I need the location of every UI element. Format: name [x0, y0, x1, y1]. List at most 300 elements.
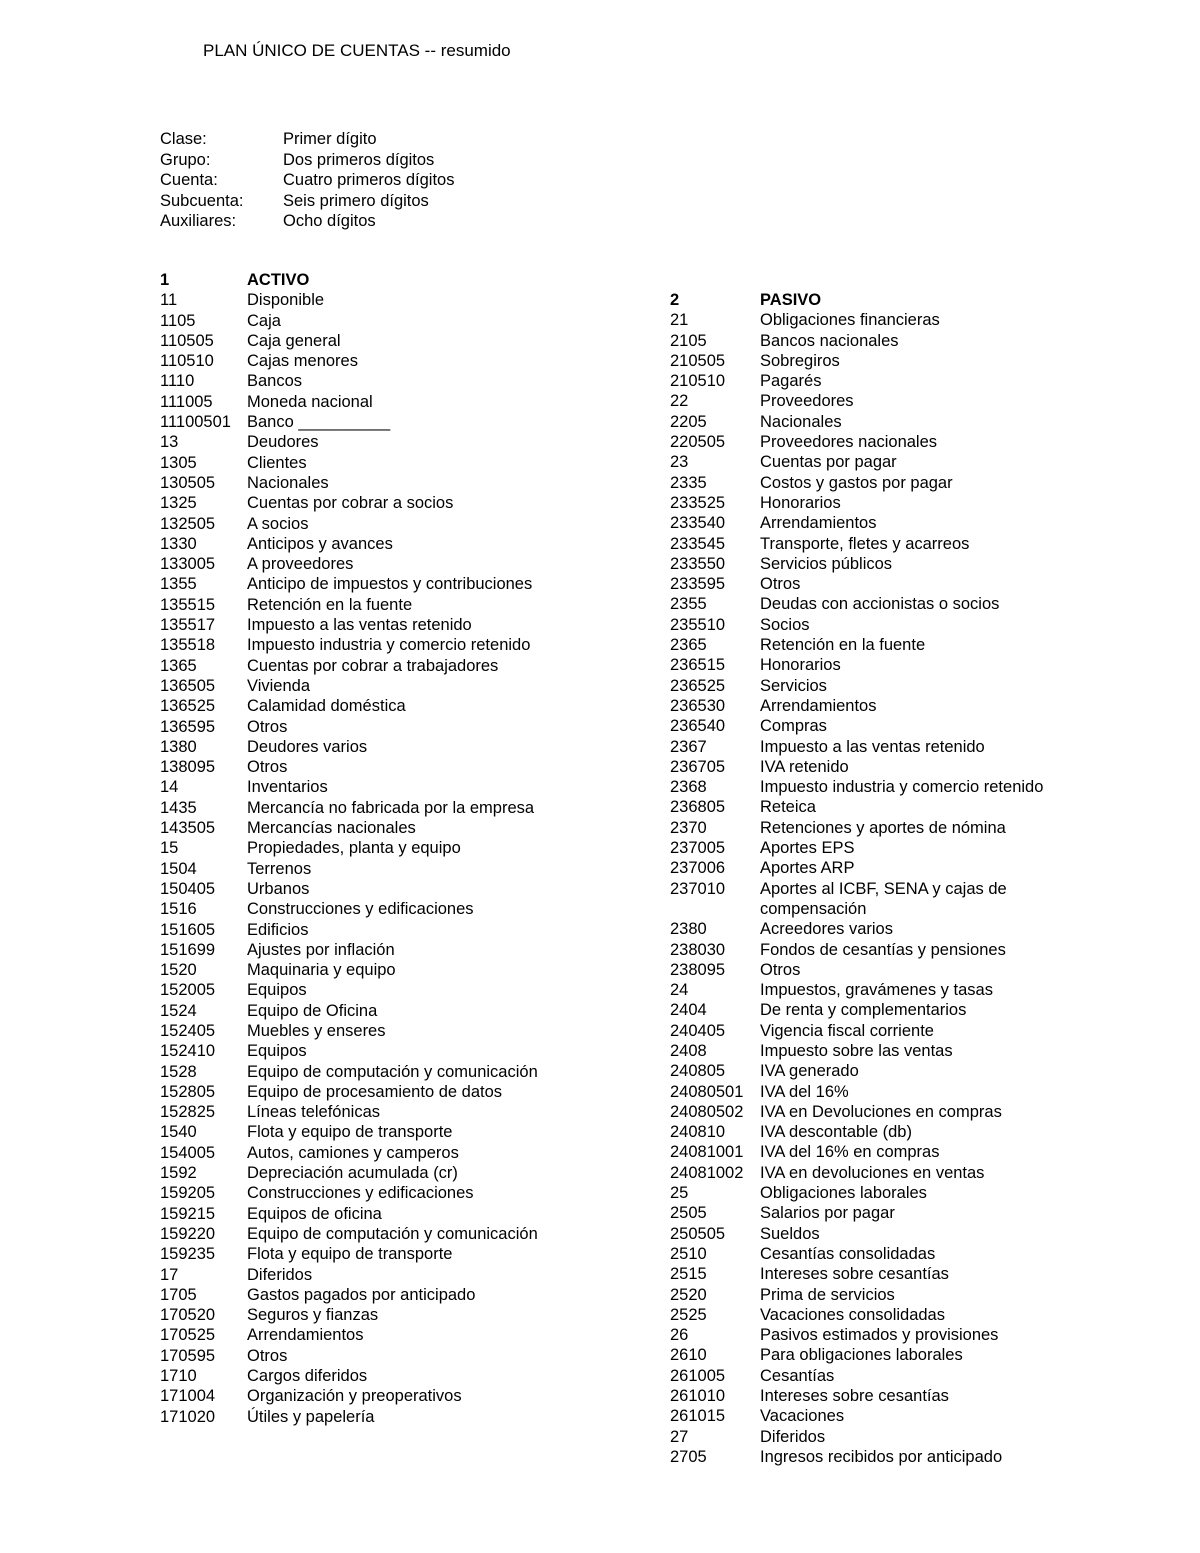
account-name: Socios	[760, 615, 810, 634]
account-code: 233545	[670, 534, 726, 553]
account-row	[160, 1305, 630, 1325]
digit-legend	[160, 129, 455, 232]
account-row	[670, 391, 1090, 411]
account-name: Otros	[760, 575, 801, 594]
account-row	[670, 1021, 1090, 1041]
account-row	[670, 879, 1090, 920]
account-name: Impuesto sobre las ventas	[760, 1041, 953, 1060]
account-row	[670, 838, 1090, 858]
account-name: Salarios por pagar	[760, 1204, 895, 1223]
account-name: Equipo de computación y comunicación	[247, 1062, 538, 1081]
account-name: Intereses sobre cesantías	[760, 1265, 949, 1284]
account-row	[160, 899, 630, 919]
account-code: 1592	[160, 1164, 197, 1183]
account-name: Obligaciones financieras	[760, 311, 940, 330]
account-name: Cesantías	[760, 1366, 835, 1385]
account-name: IVA del 16%	[760, 1082, 849, 1101]
legend-key: Clase:	[160, 130, 207, 148]
account-row	[670, 940, 1090, 960]
account-row	[670, 757, 1090, 777]
account-name: PASIVO	[760, 291, 822, 309]
account-row	[160, 717, 630, 737]
account-row	[670, 858, 1090, 878]
account-code: 2205	[670, 412, 707, 431]
account-row	[160, 311, 630, 331]
account-row	[670, 1183, 1090, 1203]
account-row	[670, 1264, 1090, 1284]
account-code: 240810	[670, 1123, 726, 1142]
account-name: Vivienda	[247, 676, 310, 695]
account-name: Intereses sobre cesantías	[760, 1387, 949, 1406]
account-code: 1528	[160, 1062, 197, 1081]
account-row	[160, 696, 630, 716]
account-name: Vigencia fiscal corriente	[760, 1021, 934, 1040]
account-code: 2368	[670, 778, 707, 797]
account-name: Proveedores nacionales	[760, 433, 938, 452]
account-name: Bancos	[247, 372, 303, 391]
account-code: 150405	[160, 879, 216, 898]
account-code: 261005	[670, 1366, 726, 1385]
account-name: Prima de servicios	[760, 1285, 895, 1304]
account-name: Retención en la fuente	[760, 636, 926, 655]
account-name: Vacaciones consolidadas	[760, 1305, 945, 1324]
account-row	[160, 777, 630, 797]
account-row	[670, 960, 1090, 980]
account-row	[670, 777, 1090, 797]
account-name: Equipos	[247, 1042, 307, 1061]
account-code: 2610	[670, 1346, 707, 1365]
account-code: 1	[160, 271, 170, 289]
legend-value: Cuatro primeros dígitos	[283, 171, 455, 189]
account-name: A proveedores	[247, 555, 354, 574]
legend-row	[160, 129, 455, 150]
account-row	[670, 1061, 1090, 1081]
account-code: 237010	[670, 879, 726, 898]
legend-value: Ocho dígitos	[283, 212, 376, 230]
account-code: 236515	[670, 656, 726, 675]
account-name: Arrendamientos	[760, 696, 877, 715]
account-name: Equipo de procesamiento de datos	[247, 1082, 503, 1101]
account-name: Calamidad doméstica	[247, 697, 406, 716]
account-name: Aportes EPS	[760, 839, 855, 858]
account-name: Deudores	[247, 433, 319, 452]
account-row	[670, 1041, 1090, 1061]
account-code: 132505	[160, 514, 216, 533]
account-code: 233540	[670, 514, 726, 533]
account-row	[160, 514, 630, 534]
account-code: 1516	[160, 900, 197, 919]
account-name: Para obligaciones laborales	[760, 1346, 963, 1365]
account-code: 2355	[670, 595, 707, 614]
activo-class-header	[160, 270, 630, 290]
account-row	[160, 1082, 630, 1102]
account-row	[160, 1325, 630, 1345]
account-code: 130505	[160, 473, 216, 492]
account-name: IVA en devoluciones en ventas	[760, 1163, 985, 1182]
account-code: 261015	[670, 1407, 726, 1426]
account-row	[670, 554, 1090, 574]
account-name: Acreedores varios	[760, 920, 893, 939]
account-code: 135515	[160, 595, 216, 614]
account-code: 1520	[160, 961, 197, 980]
account-row	[670, 1102, 1090, 1122]
account-row	[670, 432, 1090, 452]
account-name: Impuestos, gravámenes y tasas	[760, 981, 993, 1000]
account-code: 250505	[670, 1224, 726, 1243]
account-row	[160, 757, 630, 777]
account-row	[670, 1345, 1090, 1365]
account-code: 24080502	[670, 1102, 744, 1121]
account-name: Banco __________	[247, 413, 391, 432]
account-name: Proveedores	[760, 392, 854, 411]
account-code: 1325	[160, 494, 197, 513]
account-code: 25	[670, 1184, 689, 1203]
account-code: 236525	[670, 676, 726, 695]
account-name: Otros	[247, 717, 288, 736]
account-row	[670, 534, 1090, 554]
account-name: Costos y gastos por pagar	[760, 473, 953, 492]
account-name: Sobregiros	[760, 351, 840, 370]
account-code: 170525	[160, 1326, 216, 1345]
account-name: Útiles y papelería	[247, 1407, 375, 1426]
account-name: Disponible	[247, 291, 325, 310]
account-code: 15	[160, 839, 179, 858]
account-row	[670, 1406, 1090, 1426]
account-name: Bancos nacionales	[760, 331, 899, 350]
account-name: Vacaciones	[760, 1407, 845, 1426]
legend-value: Primer dígito	[283, 130, 377, 148]
legend-key: Grupo:	[160, 150, 211, 169]
account-name: Cuentas por cobrar a trabajadores	[247, 656, 499, 675]
account-code: 2367	[670, 737, 707, 756]
account-row	[670, 1305, 1090, 1325]
account-name: Anticipo de impuestos y contribuciones	[247, 575, 533, 594]
account-name: Nacionales	[247, 473, 329, 492]
legend-value: Seis primero dígitos	[283, 191, 429, 210]
account-code: 171004	[160, 1387, 216, 1406]
account-name: Mercancía no fabricada por la empresa	[247, 798, 535, 817]
account-name: De renta y complementarios	[760, 1001, 967, 1020]
account-row	[670, 1163, 1090, 1183]
account-row	[160, 412, 630, 432]
account-row	[160, 1244, 630, 1264]
account-code: 21	[670, 311, 689, 330]
account-code: 11	[160, 291, 178, 310]
account-row	[160, 1366, 630, 1386]
account-row	[160, 493, 630, 513]
account-name: Edificios	[247, 920, 309, 939]
account-row	[160, 473, 630, 493]
account-name: Impuesto industria y comercio retenido	[760, 778, 1044, 797]
account-row	[670, 594, 1090, 614]
pasivo-column	[670, 290, 1090, 1467]
account-row	[670, 1122, 1090, 1142]
account-name: Construcciones y edificaciones	[247, 900, 474, 919]
account-name: Maquinaria y equipo	[247, 961, 396, 980]
account-row	[670, 1000, 1090, 1020]
account-code: 236540	[670, 717, 726, 736]
account-name: Otros	[247, 1346, 288, 1365]
account-row	[160, 1346, 630, 1366]
account-code: 143505	[160, 819, 216, 838]
account-name: Cesantías consolidadas	[760, 1244, 936, 1263]
account-code: 11100501	[160, 413, 231, 432]
account-code: 1524	[160, 1001, 197, 1020]
account-name: Inventarios	[247, 778, 328, 797]
account-code: 237005	[670, 839, 726, 858]
account-name: Flota y equipo de transporte	[247, 1245, 453, 1264]
account-code: 159220	[160, 1224, 216, 1243]
account-row	[160, 1163, 630, 1183]
account-row	[160, 737, 630, 757]
account-name: Aportes ARP	[760, 859, 855, 878]
account-code: 233595	[670, 575, 726, 594]
account-code: 152405	[160, 1021, 216, 1040]
account-row	[670, 635, 1090, 655]
account-code: 210505	[670, 351, 726, 370]
account-name: Depreciación acumulada (cr)	[247, 1164, 458, 1183]
account-row	[160, 574, 630, 594]
account-code: 2105	[670, 331, 707, 350]
account-code: 220505	[670, 433, 726, 452]
account-name: Clientes	[247, 453, 307, 472]
account-row	[160, 554, 630, 574]
account-name: Impuesto a las ventas retenido	[760, 737, 985, 756]
account-name: Arrendamientos	[247, 1326, 364, 1345]
account-name: Pasivos estimados y provisiones	[760, 1326, 999, 1345]
account-row	[160, 432, 630, 452]
account-code: 152005	[160, 981, 216, 1000]
account-code: 170595	[160, 1346, 216, 1365]
account-code: 1330	[160, 534, 197, 553]
account-row	[160, 960, 630, 980]
account-name: Retención en la fuente	[247, 595, 413, 614]
account-name: Flota y equipo de transporte	[247, 1123, 453, 1142]
account-row	[160, 1407, 630, 1427]
account-row	[160, 1122, 630, 1142]
account-code: 133005	[160, 555, 216, 574]
account-name: Impuesto industria y comercio retenido	[247, 636, 531, 655]
account-code: 2525	[670, 1305, 707, 1324]
account-row	[670, 1203, 1090, 1223]
account-row	[160, 920, 630, 940]
legend-value: Dos primeros dígitos	[283, 150, 435, 169]
account-code: 110505	[160, 331, 214, 350]
account-code: 210510	[670, 372, 726, 391]
account-name: Líneas telefónicas	[247, 1103, 381, 1122]
account-name: Cuentas por pagar	[760, 453, 897, 472]
account-name: Servicios	[760, 676, 827, 695]
account-name: Construcciones y edificaciones	[247, 1184, 474, 1203]
account-name: Equipos	[247, 981, 307, 1000]
legend-key: Subcuenta:	[160, 191, 244, 210]
account-code: 17	[160, 1265, 179, 1284]
account-row	[160, 1143, 630, 1163]
account-name: Caja	[247, 311, 281, 330]
account-code: 1710	[160, 1367, 197, 1386]
account-code: 2	[670, 291, 680, 309]
account-code: 1504	[160, 859, 197, 878]
account-code: 151605	[160, 920, 216, 939]
account-row	[160, 1204, 630, 1224]
account-code: 136525	[160, 697, 216, 716]
account-code: 138095	[160, 758, 216, 777]
account-row	[670, 797, 1090, 817]
account-row	[670, 716, 1090, 736]
account-code: 2380	[670, 920, 707, 939]
account-code: 154005	[160, 1143, 216, 1162]
account-code: 22	[670, 392, 689, 411]
account-code: 238095	[670, 960, 726, 979]
account-code: 1540	[160, 1123, 197, 1142]
account-row	[160, 615, 630, 635]
account-code: 1365	[160, 656, 197, 675]
account-name: Cargos diferidos	[247, 1367, 368, 1386]
account-name: Diferidos	[247, 1265, 313, 1284]
account-name: Deudas con accionistas o socios	[760, 595, 1000, 614]
account-code: 170520	[160, 1306, 216, 1325]
account-code: 2404	[670, 1001, 707, 1020]
account-code: 152805	[160, 1082, 216, 1101]
account-row	[670, 1325, 1090, 1345]
account-name: Impuesto a las ventas retenido	[247, 616, 472, 635]
account-row	[670, 919, 1090, 939]
account-code: 240805	[670, 1062, 726, 1081]
account-name: Deudores varios	[247, 737, 368, 756]
account-name: Honorarios	[760, 656, 841, 675]
account-name: IVA del 16% en compras	[760, 1143, 940, 1162]
account-name: Autos, camiones y camperos	[247, 1143, 459, 1162]
account-name: Nacionales	[760, 412, 842, 431]
account-code: 136595	[160, 717, 216, 736]
account-code: 240405	[670, 1021, 726, 1040]
account-code: 236805	[670, 798, 726, 817]
account-row	[160, 1386, 630, 1406]
account-row	[160, 940, 630, 960]
account-row	[670, 1386, 1090, 1406]
account-code: 27	[670, 1427, 689, 1446]
account-code: 2705	[670, 1447, 707, 1466]
legend-row	[160, 150, 455, 171]
account-code: 159205	[160, 1184, 216, 1203]
account-row	[670, 493, 1090, 513]
account-name: IVA en Devoluciones en compras	[760, 1102, 1002, 1121]
account-name: Equipo de computación y comunicación	[247, 1224, 538, 1243]
legend-row	[160, 191, 455, 212]
account-name: Muebles y enseres	[247, 1021, 386, 1040]
account-code: 24081001	[670, 1143, 744, 1162]
account-code: 238030	[670, 940, 726, 959]
account-row	[160, 290, 630, 310]
account-name: Compras	[760, 717, 827, 736]
account-code: 236705	[670, 757, 726, 776]
document-title: PLAN ÚNICO DE CUENTAS -- resumido	[203, 41, 511, 60]
account-code: 2365	[670, 636, 707, 655]
account-name: Fondos de cesantías y pensiones	[760, 940, 1006, 959]
account-name: Mercancías nacionales	[247, 819, 416, 838]
account-row	[670, 1142, 1090, 1162]
account-code: 1380	[160, 737, 197, 756]
account-code: 24080501	[670, 1082, 744, 1101]
account-row	[670, 980, 1090, 1000]
account-code: 111005	[160, 392, 213, 411]
account-code: 135517	[160, 616, 216, 635]
account-code: 1305	[160, 453, 197, 472]
account-name: Transporte, fletes y acarreos	[760, 534, 970, 553]
account-code: 2505	[670, 1204, 707, 1223]
account-row	[670, 676, 1090, 696]
account-code: 135518	[160, 636, 216, 655]
account-code: 233525	[670, 493, 726, 512]
account-code: 23	[670, 453, 689, 472]
account-code: 136505	[160, 676, 216, 695]
account-name: Reteica	[760, 798, 816, 817]
account-row	[160, 534, 630, 554]
account-code: 236530	[670, 696, 726, 715]
account-row	[670, 615, 1090, 635]
account-row	[670, 513, 1090, 533]
account-row	[670, 473, 1090, 493]
account-name: Caja general	[247, 331, 341, 350]
account-name: IVA descontable (db)	[760, 1123, 912, 1142]
account-code: 2408	[670, 1041, 707, 1060]
account-row	[160, 1021, 630, 1041]
account-name: IVA generado	[760, 1062, 859, 1081]
account-code: 152825	[160, 1103, 216, 1122]
account-name: Urbanos	[247, 879, 310, 898]
account-row	[160, 1001, 630, 1021]
account-code: 159235	[160, 1245, 216, 1264]
account-code: 2510	[670, 1244, 707, 1263]
account-row	[160, 656, 630, 676]
account-name: Ingresos recibidos por anticipado	[760, 1447, 1003, 1466]
account-name: Organización y preoperativos	[247, 1387, 462, 1406]
account-code: 233550	[670, 554, 726, 573]
account-name: A socios	[247, 514, 309, 533]
account-row	[160, 818, 630, 838]
account-row	[670, 737, 1090, 757]
account-row	[160, 676, 630, 696]
account-row	[160, 392, 630, 412]
account-row	[160, 635, 630, 655]
activo-column	[160, 270, 630, 1427]
account-row	[160, 595, 630, 615]
account-row	[670, 655, 1090, 675]
account-row	[670, 371, 1090, 391]
account-code: 2335	[670, 473, 707, 492]
account-code: 2515	[670, 1265, 707, 1284]
account-row	[670, 1244, 1090, 1264]
account-code: 2520	[670, 1285, 707, 1304]
account-name: Servicios públicos	[760, 554, 893, 573]
account-row	[670, 1427, 1090, 1447]
account-code: 14	[160, 778, 179, 797]
account-name: Equipo de Oficina	[247, 1001, 378, 1020]
account-code: 1110	[160, 372, 195, 391]
account-name: Terrenos	[247, 859, 312, 878]
account-row	[670, 331, 1090, 351]
account-name: Moneda nacional	[247, 392, 373, 411]
account-name: Arrendamientos	[760, 514, 877, 533]
account-code: 2370	[670, 818, 707, 837]
account-code: 1355	[160, 575, 197, 594]
account-row	[670, 1366, 1090, 1386]
account-row	[160, 1062, 630, 1082]
account-row	[670, 1082, 1090, 1102]
account-row	[670, 1447, 1090, 1467]
account-name: Otros	[247, 758, 288, 777]
account-name: Sueldos	[760, 1224, 820, 1243]
